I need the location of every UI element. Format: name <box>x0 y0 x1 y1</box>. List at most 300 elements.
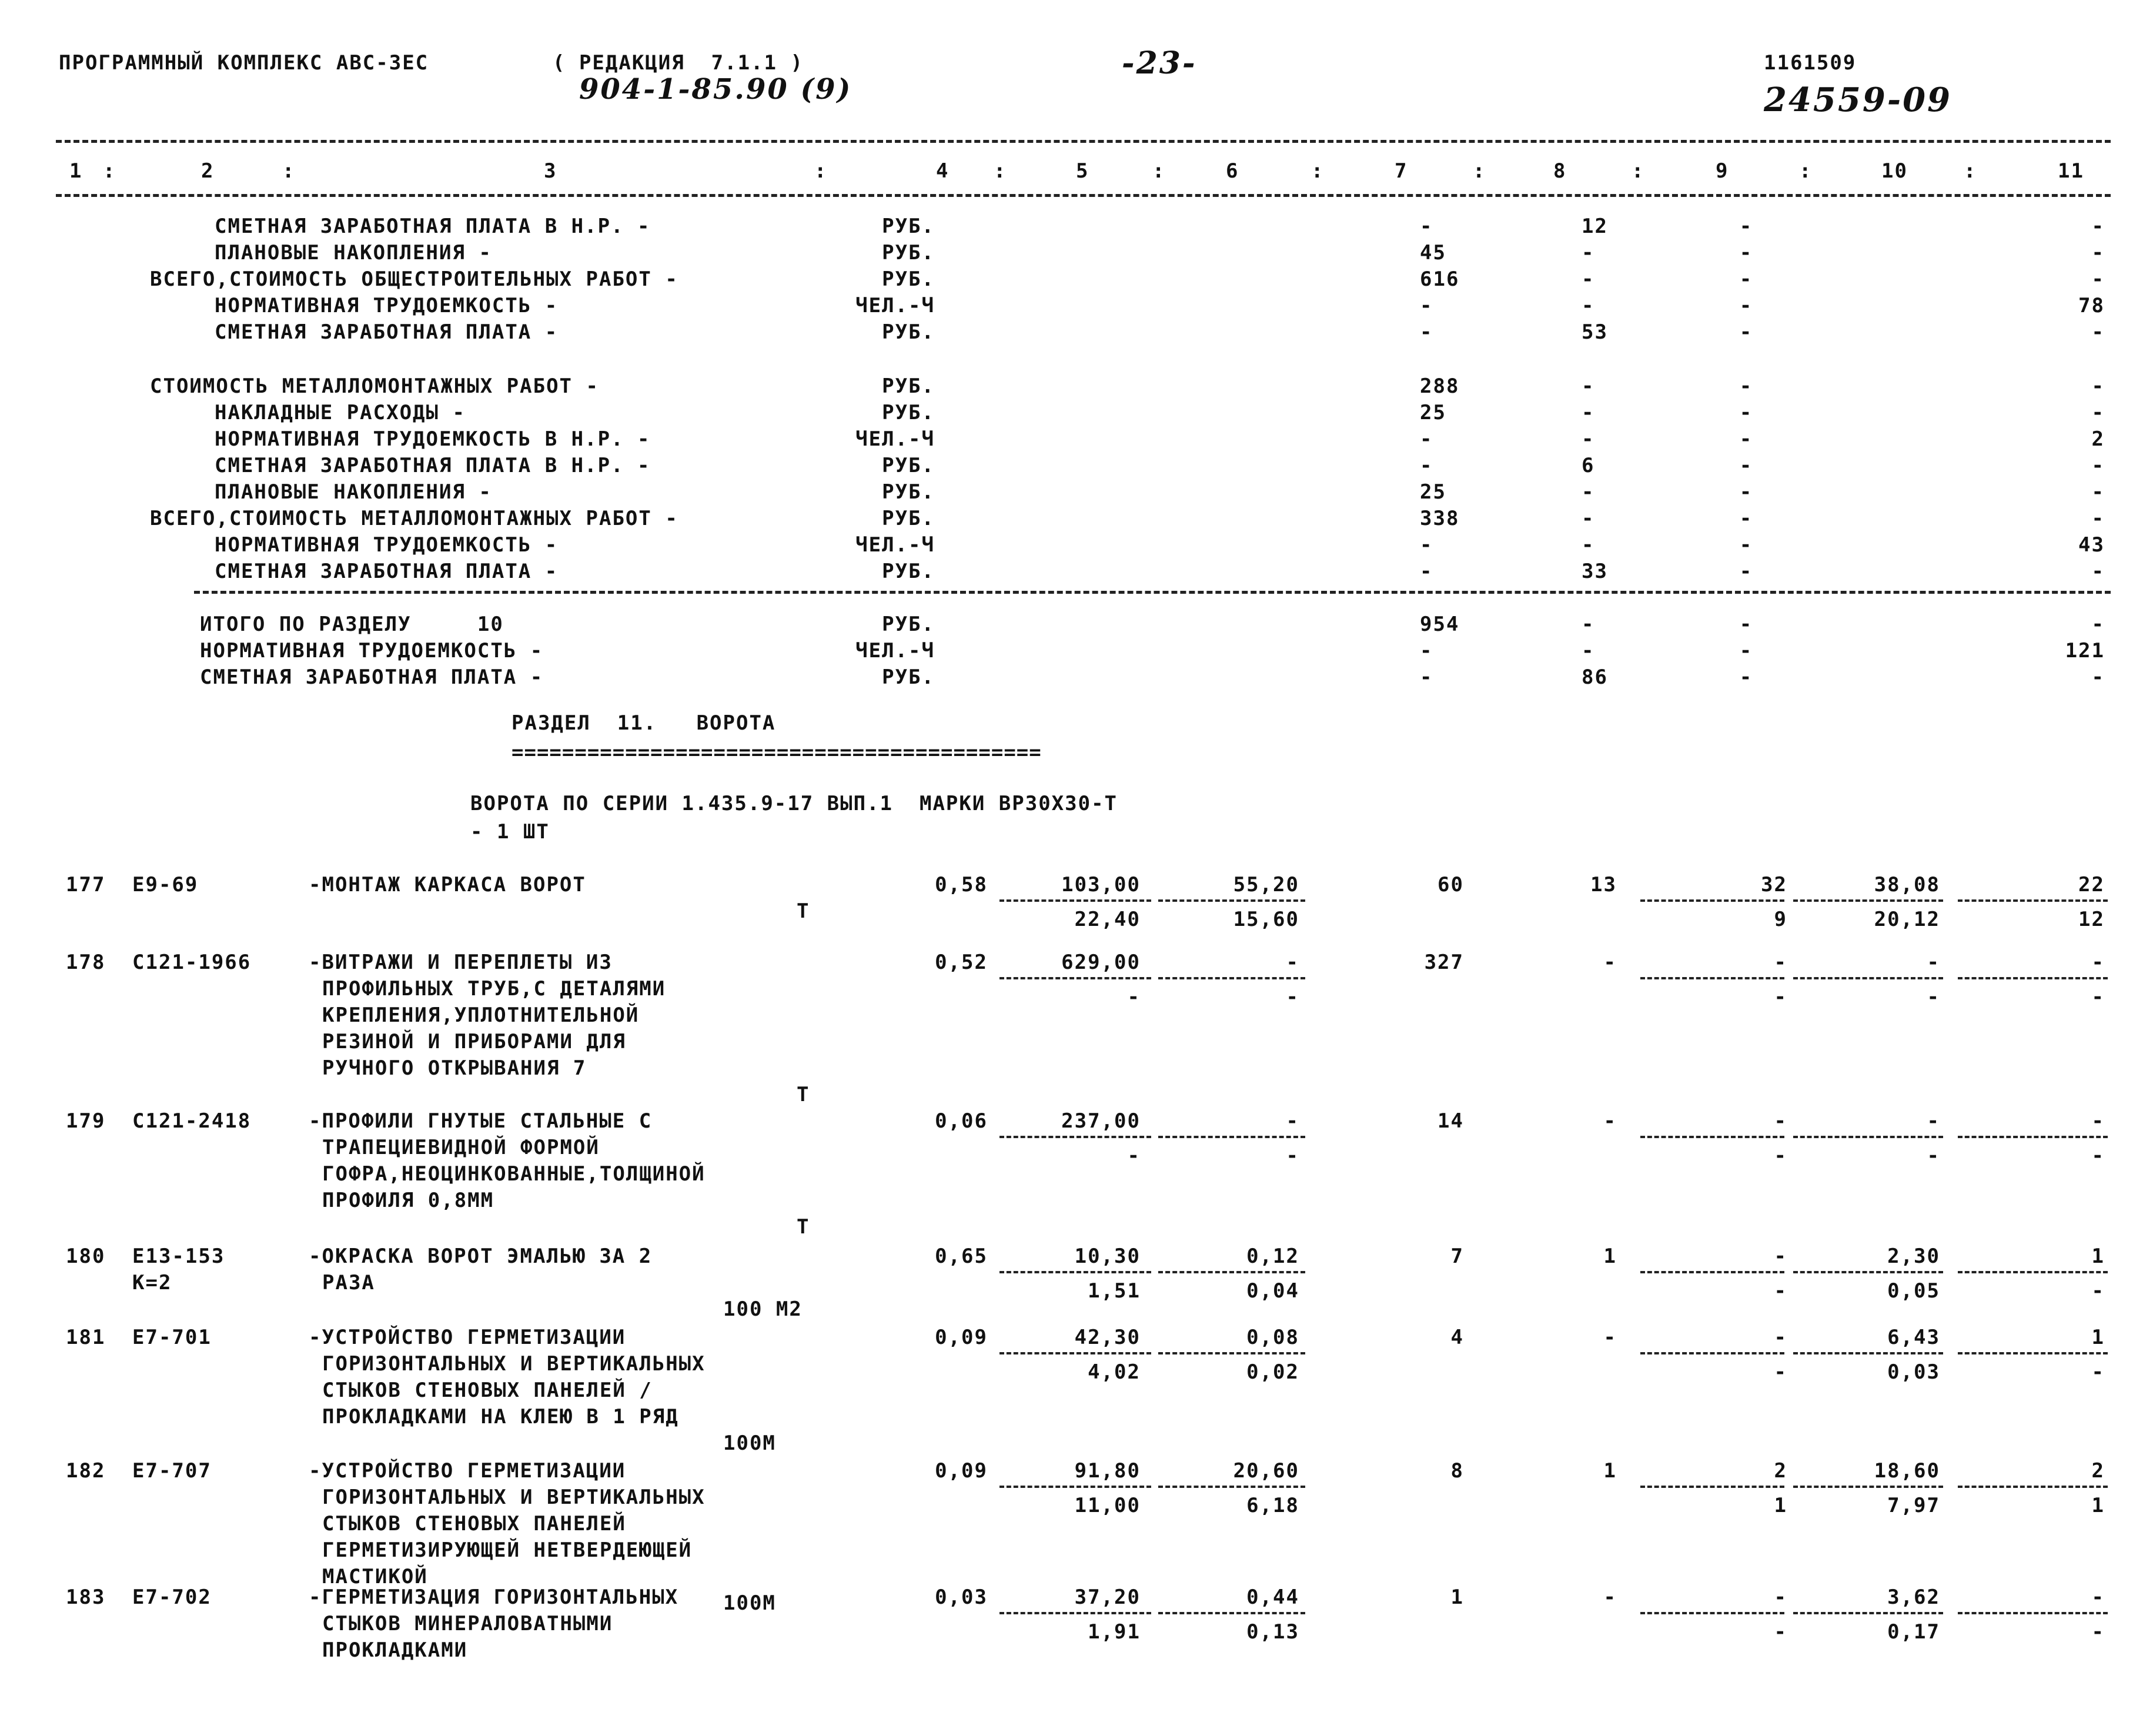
column-header-4: 4 <box>936 159 950 183</box>
item-description-line: МАСТИКОЙ <box>322 1565 428 1588</box>
item-rule-col11 <box>1958 977 2108 979</box>
item-labor-machinists-total: - <box>2091 1360 2105 1384</box>
summary-col9: - <box>1739 454 1753 477</box>
item-description-line: СТЫКОВ МИНЕРАЛОВАТНЫМИ <box>322 1612 613 1635</box>
item-total-wages: - <box>1603 1326 1617 1349</box>
summary-col11: - <box>2091 241 2105 265</box>
item-total-cost: 14 <box>1437 1109 1464 1133</box>
item-labor-unit: - <box>1927 951 1940 974</box>
item-price-wages: 1,51 <box>1088 1279 1141 1303</box>
item-number: 179 <box>66 1109 106 1133</box>
summary-label: НОРМАТИВНАЯ ТРУДОЕМКОСТЬ - <box>200 639 544 663</box>
item-code: Е7-707 <box>132 1459 212 1483</box>
column-header-1: 1 <box>69 159 83 183</box>
item-price-total: 91,80 <box>1074 1459 1141 1483</box>
summary-col7: - <box>1420 320 1433 344</box>
item-description-line: РУЧНОГО ОТКРЫВАНИЯ 7 <box>322 1056 587 1080</box>
summary-label: ВСЕГО,СТОИМОСТЬ МЕТАЛЛОМОНТАЖНЫХ РАБОТ - <box>150 507 678 530</box>
item-description-line: СТЫКОВ СТЕНОВЫХ ПАНЕЛЕЙ <box>322 1512 626 1536</box>
item-rule-col10 <box>1793 1486 1943 1488</box>
item-description-line: ГОРИЗОНТАЛЬНЫХ И ВЕРТИКАЛЬНЫХ <box>322 1352 706 1376</box>
item-labor-machinists-total: - <box>2091 1144 2105 1168</box>
item-rule-col10 <box>1793 1612 1943 1614</box>
item-total-machines: - <box>1774 1109 1787 1133</box>
item-total-cost: 8 <box>1450 1459 1464 1483</box>
item-rule-col9 <box>1640 1486 1784 1488</box>
item-price-machines: 0,12 <box>1246 1245 1299 1268</box>
item-price-wages: 11,00 <box>1074 1494 1141 1517</box>
item-description-line: -МОНТАЖ КАРКАСА ВОРОТ <box>309 873 586 897</box>
summary-label: СМЕТНАЯ ЗАРАБОТНАЯ ПЛАТА В Н.Р. - <box>215 454 651 477</box>
item-unit: Т <box>797 899 810 923</box>
summary-label: ПЛАНОВЫЕ НАКОПЛЕНИЯ - <box>215 241 492 265</box>
item-total-cost: 60 <box>1437 873 1464 897</box>
item-labor-total: - <box>2091 1586 2105 1609</box>
summary-col11: 121 <box>2065 639 2105 663</box>
item-code: Е7-701 <box>132 1326 212 1349</box>
item-price-total: 42,30 <box>1074 1326 1141 1349</box>
summary-col7: 338 <box>1420 507 1460 530</box>
item-rule-col6 <box>1158 1612 1305 1614</box>
item-code: Е13-153 <box>132 1245 225 1268</box>
summary-unit: РУБ. <box>882 613 935 636</box>
summary-label: НОРМАТИВНАЯ ТРУДОЕМКОСТЬ В Н.Р. - <box>215 427 651 451</box>
totals-separator <box>194 591 2111 594</box>
edition-label: ( РЕДАКЦИЯ 7.1.1 ) <box>553 51 804 75</box>
section-subtitle: ВОРОТА ПО СЕРИИ 1.435.9-17 ВЫП.1 МАРКИ ВР30Х30-Т <box>470 792 1118 815</box>
item-description-line: -УСТРОЙСТВО ГЕРМЕТИЗАЦИИ <box>309 1326 626 1349</box>
item-price-machines: 55,20 <box>1233 873 1299 897</box>
summary-col8: - <box>1582 267 1595 291</box>
item-number: 178 <box>66 951 106 974</box>
item-labor-total: 1 <box>2091 1245 2105 1268</box>
item-coefficient: К=2 <box>132 1271 172 1295</box>
summary-col7: 616 <box>1420 267 1460 291</box>
column-separator: : <box>1152 159 1166 183</box>
item-rule-col5 <box>999 1612 1151 1614</box>
item-labor-machinists-total: - <box>2091 1620 2105 1644</box>
item-price-machines: 0,08 <box>1246 1326 1299 1349</box>
item-quantity: 0,06 <box>935 1109 988 1133</box>
column-separator: : <box>1473 159 1486 183</box>
item-total-cost: 7 <box>1450 1245 1464 1268</box>
item-rule-col11 <box>1958 1612 2108 1614</box>
summary-unit: ЧЕЛ.-Ч <box>855 427 935 451</box>
summary-label: СМЕТНАЯ ЗАРАБОТНАЯ ПЛАТА В Н.Р. - <box>215 215 651 238</box>
item-rule-col11 <box>1958 1271 2108 1273</box>
item-labor-machinists-unit: 0,05 <box>1887 1279 1940 1303</box>
item-machine-wages: - <box>1774 1279 1787 1303</box>
item-rule-col10 <box>1793 1271 1943 1273</box>
item-rule-col6 <box>1158 1271 1305 1273</box>
item-number: 182 <box>66 1459 106 1483</box>
item-price-total: 10,30 <box>1074 1245 1141 1268</box>
summary-label: СМЕТНАЯ ЗАРАБОТНАЯ ПЛАТА - <box>215 320 559 344</box>
summary-label: ИТОГО ПО РАЗДЕЛУ 10 <box>200 613 504 636</box>
header-top-rule <box>56 140 2111 143</box>
summary-col8: 12 <box>1582 215 1608 238</box>
summary-col7: - <box>1420 533 1433 557</box>
item-rule-col11 <box>1958 899 2108 902</box>
item-labor-machinists-total: 1 <box>2091 1494 2105 1517</box>
summary-unit: ЧЕЛ.-Ч <box>855 533 935 557</box>
item-labor-unit: 6,43 <box>1887 1326 1940 1349</box>
item-price-machine-wages: 6,18 <box>1246 1494 1299 1517</box>
item-description-line: ТРАПЕЦИЕВИДНОЙ ФОРМОЙ <box>322 1136 600 1159</box>
summary-col8: - <box>1582 427 1595 451</box>
item-total-machines: - <box>1774 1586 1787 1609</box>
item-unit: 100М <box>723 1591 776 1615</box>
item-rule-col10 <box>1793 977 1943 979</box>
item-labor-unit: 18,60 <box>1874 1459 1940 1483</box>
item-labor-machinists-total: - <box>2091 985 2105 1009</box>
summary-col11: - <box>2091 374 2105 398</box>
item-price-total: 37,20 <box>1074 1586 1141 1609</box>
column-header-5: 5 <box>1076 159 1089 183</box>
summary-col11: - <box>2091 507 2105 530</box>
program-name: ПРОГРАММНЫЙ КОМПЛЕКС АВС-3ЕС <box>59 51 429 75</box>
summary-col9: - <box>1739 215 1753 238</box>
summary-col8: - <box>1582 639 1595 663</box>
summary-unit: РУБ. <box>882 507 935 530</box>
item-labor-machinists-unit: 0,17 <box>1887 1620 1940 1644</box>
item-price-total: 629,00 <box>1061 951 1141 974</box>
summary-col9: - <box>1739 560 1753 583</box>
summary-unit: РУБ. <box>882 480 935 504</box>
item-rule-col10 <box>1793 1136 1943 1138</box>
item-rule-col11 <box>1958 1486 2108 1488</box>
summary-unit: РУБ. <box>882 560 935 583</box>
column-separator: : <box>1964 159 1977 183</box>
item-description-line: -ПРОФИЛИ ГНУТЫЕ СТАЛЬНЫЕ С <box>309 1109 653 1133</box>
item-price-machine-wages: 0,04 <box>1246 1279 1299 1303</box>
summary-col11: - <box>2091 267 2105 291</box>
item-description-line: КРЕПЛЕНИЯ,УПЛОТНИТЕЛЬНОЙ <box>322 1004 640 1027</box>
summary-col8: - <box>1582 613 1595 636</box>
item-labor-total: 2 <box>2091 1459 2105 1483</box>
summary-label: СМЕТНАЯ ЗАРАБОТНАЯ ПЛАТА - <box>215 560 559 583</box>
item-description-line: РЕЗИНОЙ И ПРИБОРАМИ ДЛЯ <box>322 1030 626 1053</box>
column-header-7: 7 <box>1395 159 1408 183</box>
summary-col7: 288 <box>1420 374 1460 398</box>
summary-col11: - <box>2091 665 2105 689</box>
item-labor-unit: - <box>1927 1109 1940 1133</box>
summary-col8: - <box>1582 241 1595 265</box>
item-price-wages: 1,91 <box>1088 1620 1141 1644</box>
item-price-machines: - <box>1286 1109 1299 1133</box>
item-price-machine-wages: 0,13 <box>1246 1620 1299 1644</box>
summary-col8: - <box>1582 507 1595 530</box>
item-total-machines: - <box>1774 951 1787 974</box>
item-labor-unit: 3,62 <box>1887 1586 1940 1609</box>
item-labor-machinists-unit: 0,03 <box>1887 1360 1940 1384</box>
item-price-machine-wages: - <box>1286 985 1299 1009</box>
column-separator: : <box>103 159 116 183</box>
item-total-cost: 1 <box>1450 1586 1464 1609</box>
summary-col11: - <box>2091 613 2105 636</box>
item-description-line: ПРОКЛАДКАМИ <box>322 1638 468 1662</box>
item-price-machine-wages: 15,60 <box>1233 908 1299 931</box>
item-total-machines: - <box>1774 1245 1787 1268</box>
summary-col9: - <box>1739 374 1753 398</box>
item-labor-machinists-total: 12 <box>2078 908 2105 931</box>
item-unit: Т <box>797 1215 810 1239</box>
column-header-10: 10 <box>1881 159 1908 183</box>
summary-label: НОРМАТИВНАЯ ТРУДОЕМКОСТЬ - <box>215 294 559 317</box>
item-price-machine-wages: - <box>1286 1144 1299 1168</box>
item-unit: 100 М2 <box>723 1297 803 1321</box>
item-quantity: 0,09 <box>935 1326 988 1349</box>
summary-unit: РУБ. <box>882 665 935 689</box>
item-total-wages: 1 <box>1603 1245 1617 1268</box>
item-price-machine-wages: 0,02 <box>1246 1360 1299 1384</box>
summary-col11: - <box>2091 320 2105 344</box>
item-quantity: 0,58 <box>935 873 988 897</box>
column-separator: : <box>1632 159 1645 183</box>
item-code: С121-1966 <box>132 951 252 974</box>
item-description-line: ГОФРА,НЕОЦИНКОВАННЫЕ,ТОЛЩИНОЙ <box>322 1162 706 1186</box>
item-machine-wages: 9 <box>1774 908 1787 931</box>
document-number: 1161509 <box>1764 51 1857 75</box>
item-rule-col5 <box>999 1352 1151 1354</box>
item-rule-col9 <box>1640 899 1784 902</box>
summary-col9: - <box>1739 267 1753 291</box>
item-rule-col9 <box>1640 1352 1784 1354</box>
item-rule-col9 <box>1640 1612 1784 1614</box>
item-number: 181 <box>66 1326 106 1349</box>
summary-unit: РУБ. <box>882 320 935 344</box>
item-rule-col10 <box>1793 1352 1943 1354</box>
item-total-wages: - <box>1603 1586 1617 1609</box>
item-price-wages: 22,40 <box>1074 908 1141 931</box>
item-quantity: 0,52 <box>935 951 988 974</box>
summary-unit: РУБ. <box>882 401 935 424</box>
summary-col9: - <box>1739 507 1753 530</box>
column-separator: : <box>282 159 296 183</box>
item-rule-col5 <box>999 899 1151 902</box>
summary-unit: РУБ. <box>882 267 935 291</box>
summary-col8: 33 <box>1582 560 1608 583</box>
summary-col9: - <box>1739 665 1753 689</box>
item-price-wages: - <box>1127 985 1141 1009</box>
summary-col11: - <box>2091 401 2105 424</box>
item-description-line: -ГЕРМЕТИЗАЦИЯ ГОРИЗОНТАЛЬНЫХ <box>309 1586 679 1609</box>
page-number: -23- <box>1122 45 1197 81</box>
item-labor-machinists-total: - <box>2091 1279 2105 1303</box>
item-price-machines: 20,60 <box>1233 1459 1299 1483</box>
item-machine-wages: - <box>1774 1360 1787 1384</box>
summary-col7: - <box>1420 215 1433 238</box>
section-quantity: - 1 ШТ <box>470 820 550 844</box>
handwritten-project-code: 904-1-85.90 (9) <box>579 73 852 106</box>
item-unit: 100М <box>723 1431 776 1455</box>
summary-col11: - <box>2091 454 2105 477</box>
summary-col8: - <box>1582 533 1595 557</box>
summary-unit: РУБ. <box>882 241 935 265</box>
item-rule-col5 <box>999 977 1151 979</box>
summary-col7: - <box>1420 665 1433 689</box>
summary-col7: 25 <box>1420 401 1446 424</box>
item-price-wages: 4,02 <box>1088 1360 1141 1384</box>
summary-col8: 53 <box>1582 320 1608 344</box>
item-number: 180 <box>66 1245 106 1268</box>
item-labor-total: - <box>2091 1109 2105 1133</box>
item-rule-col6 <box>1158 977 1305 979</box>
summary-unit: ЧЕЛ.-Ч <box>855 639 935 663</box>
summary-col7: 954 <box>1420 613 1460 636</box>
summary-col7: - <box>1420 454 1433 477</box>
item-machine-wages: - <box>1774 985 1787 1009</box>
summary-unit: РУБ. <box>882 454 935 477</box>
summary-label: ПЛАНОВЫЕ НАКОПЛЕНИЯ - <box>215 480 492 504</box>
column-header-8: 8 <box>1553 159 1567 183</box>
item-rule-col6 <box>1158 1486 1305 1488</box>
summary-label: НАКЛАДНЫЕ РАСХОДЫ - <box>215 401 466 424</box>
summary-col7: - <box>1420 427 1433 451</box>
summary-col11: 78 <box>2078 294 2105 317</box>
item-rule-col11 <box>1958 1352 2108 1354</box>
item-quantity: 0,03 <box>935 1586 988 1609</box>
item-machine-wages: - <box>1774 1620 1787 1644</box>
item-labor-total: 1 <box>2091 1326 2105 1349</box>
item-rule-col9 <box>1640 1271 1784 1273</box>
item-total-machines: 2 <box>1774 1459 1787 1483</box>
summary-label: СТОИМОСТЬ МЕТАЛЛОМОНТАЖНЫХ РАБОТ - <box>150 374 599 398</box>
column-separator: : <box>994 159 1007 183</box>
summary-col9: - <box>1739 241 1753 265</box>
item-description-line: ГОРИЗОНТАЛЬНЫХ И ВЕРТИКАЛЬНЫХ <box>322 1486 706 1509</box>
summary-col9: - <box>1739 613 1753 636</box>
item-total-machines: 32 <box>1761 873 1787 897</box>
item-labor-machinists-unit: - <box>1927 985 1940 1009</box>
item-rule-col9 <box>1640 977 1784 979</box>
summary-col9: - <box>1739 294 1753 317</box>
item-rule-col11 <box>1958 1136 2108 1138</box>
column-header-3: 3 <box>544 159 557 183</box>
item-description-line: ГЕРМЕТИЗИРУЮЩЕЙ НЕТВЕРДЕЮЩЕЙ <box>322 1538 693 1562</box>
item-machine-wages: - <box>1774 1144 1787 1168</box>
item-rule-col9 <box>1640 1136 1784 1138</box>
item-labor-machinists-unit: 20,12 <box>1874 908 1940 931</box>
column-header-2: 2 <box>201 159 215 183</box>
item-rule-col10 <box>1793 899 1943 902</box>
item-price-total: 237,00 <box>1061 1109 1141 1133</box>
header-bottom-rule <box>56 194 2111 197</box>
summary-unit: ЧЕЛ.-Ч <box>855 294 935 317</box>
summary-col11: - <box>2091 560 2105 583</box>
item-labor-machinists-unit: - <box>1927 1144 1940 1168</box>
item-total-wages: - <box>1603 951 1617 974</box>
summary-col9: - <box>1739 639 1753 663</box>
summary-col8: 6 <box>1582 454 1595 477</box>
item-labor-machinists-unit: 7,97 <box>1887 1494 1940 1517</box>
item-total-cost: 4 <box>1450 1326 1464 1349</box>
summary-col7: 45 <box>1420 241 1446 265</box>
summary-col7: - <box>1420 294 1433 317</box>
item-labor-unit: 2,30 <box>1887 1245 1940 1268</box>
summary-col8: - <box>1582 374 1595 398</box>
summary-col11: 43 <box>2078 533 2105 557</box>
item-rule-col5 <box>999 1136 1151 1138</box>
item-quantity: 0,65 <box>935 1245 988 1268</box>
item-price-wages: - <box>1127 1144 1141 1168</box>
item-price-machines: 0,44 <box>1246 1586 1299 1609</box>
item-description-line: СТЫКОВ СТЕНОВЫХ ПАНЕЛЕЙ / <box>322 1379 653 1402</box>
summary-col11: 2 <box>2091 427 2105 451</box>
item-code: Е7-702 <box>132 1586 212 1609</box>
item-description-line: РАЗА <box>322 1271 375 1295</box>
item-machine-wages: 1 <box>1774 1494 1787 1517</box>
summary-label: НОРМАТИВНАЯ ТРУДОЕМКОСТЬ - <box>215 533 559 557</box>
item-total-wages: - <box>1603 1109 1617 1133</box>
column-header-11: 11 <box>2058 159 2084 183</box>
item-code: С121-2418 <box>132 1109 252 1133</box>
item-number: 183 <box>66 1586 106 1609</box>
item-labor-unit: 38,08 <box>1874 873 1940 897</box>
column-header-9: 9 <box>1716 159 1729 183</box>
summary-unit: РУБ. <box>882 374 935 398</box>
summary-unit: РУБ. <box>882 215 935 238</box>
item-total-wages: 1 <box>1603 1459 1617 1483</box>
summary-col11: - <box>2091 215 2105 238</box>
item-rule-col6 <box>1158 1136 1305 1138</box>
summary-col8: - <box>1582 480 1595 504</box>
summary-col7: - <box>1420 639 1433 663</box>
summary-col8: - <box>1582 401 1595 424</box>
summary-col7: 25 <box>1420 480 1446 504</box>
item-description-line: ПРОФИЛЬНЫХ ТРУБ,С ДЕТАЛЯМИ <box>322 977 666 1001</box>
column-separator: : <box>814 159 828 183</box>
summary-col9: - <box>1739 401 1753 424</box>
column-header-6: 6 <box>1226 159 1239 183</box>
summary-col9: - <box>1739 320 1753 344</box>
summary-col11: - <box>2091 480 2105 504</box>
summary-col9: - <box>1739 533 1753 557</box>
section-title: РАЗДЕЛ 11. ВОРОТА <box>511 711 776 735</box>
item-total-machines: - <box>1774 1326 1787 1349</box>
item-code: Е9-69 <box>132 873 199 897</box>
item-labor-total: 22 <box>2078 873 2105 897</box>
item-labor-total: - <box>2091 951 2105 974</box>
item-price-total: 103,00 <box>1061 873 1141 897</box>
item-description-line: ПРОКЛАДКАМИ НА КЛЕЮ В 1 РЯД <box>322 1405 679 1429</box>
item-unit: Т <box>797 1083 810 1106</box>
summary-col9: - <box>1739 427 1753 451</box>
summary-col7: - <box>1420 560 1433 583</box>
summary-col9: - <box>1739 480 1753 504</box>
column-separator: : <box>1799 159 1813 183</box>
summary-label: СМЕТНАЯ ЗАРАБОТНАЯ ПЛАТА - <box>200 665 544 689</box>
item-rule-col6 <box>1158 899 1305 902</box>
summary-label: ВСЕГО,СТОИМОСТЬ ОБЩЕСТРОИТЕЛЬНЫХ РАБОТ - <box>150 267 678 291</box>
section-title-underline: ========================================== <box>511 741 1042 764</box>
item-description-line: -ОКРАСКА ВОРОТ ЭМАЛЬЮ ЗА 2 <box>309 1245 653 1268</box>
item-total-wages: 13 <box>1590 873 1617 897</box>
item-price-machines: - <box>1286 951 1299 974</box>
item-description-line: -УСТРОЙСТВО ГЕРМЕТИЗАЦИИ <box>309 1459 626 1483</box>
handwritten-document-number: 24559-09 <box>1764 81 1952 119</box>
item-description-line: ПРОФИЛЯ 0,8ММ <box>322 1189 494 1212</box>
summary-col8: - <box>1582 294 1595 317</box>
column-separator: : <box>1311 159 1325 183</box>
item-number: 177 <box>66 873 106 897</box>
summary-col8: 86 <box>1582 665 1608 689</box>
item-description-line: -ВИТРАЖИ И ПЕРЕПЛЕТЫ ИЗ <box>309 951 613 974</box>
item-rule-col5 <box>999 1271 1151 1273</box>
item-rule-col5 <box>999 1486 1151 1488</box>
item-rule-col6 <box>1158 1352 1305 1354</box>
item-quantity: 0,09 <box>935 1459 988 1483</box>
